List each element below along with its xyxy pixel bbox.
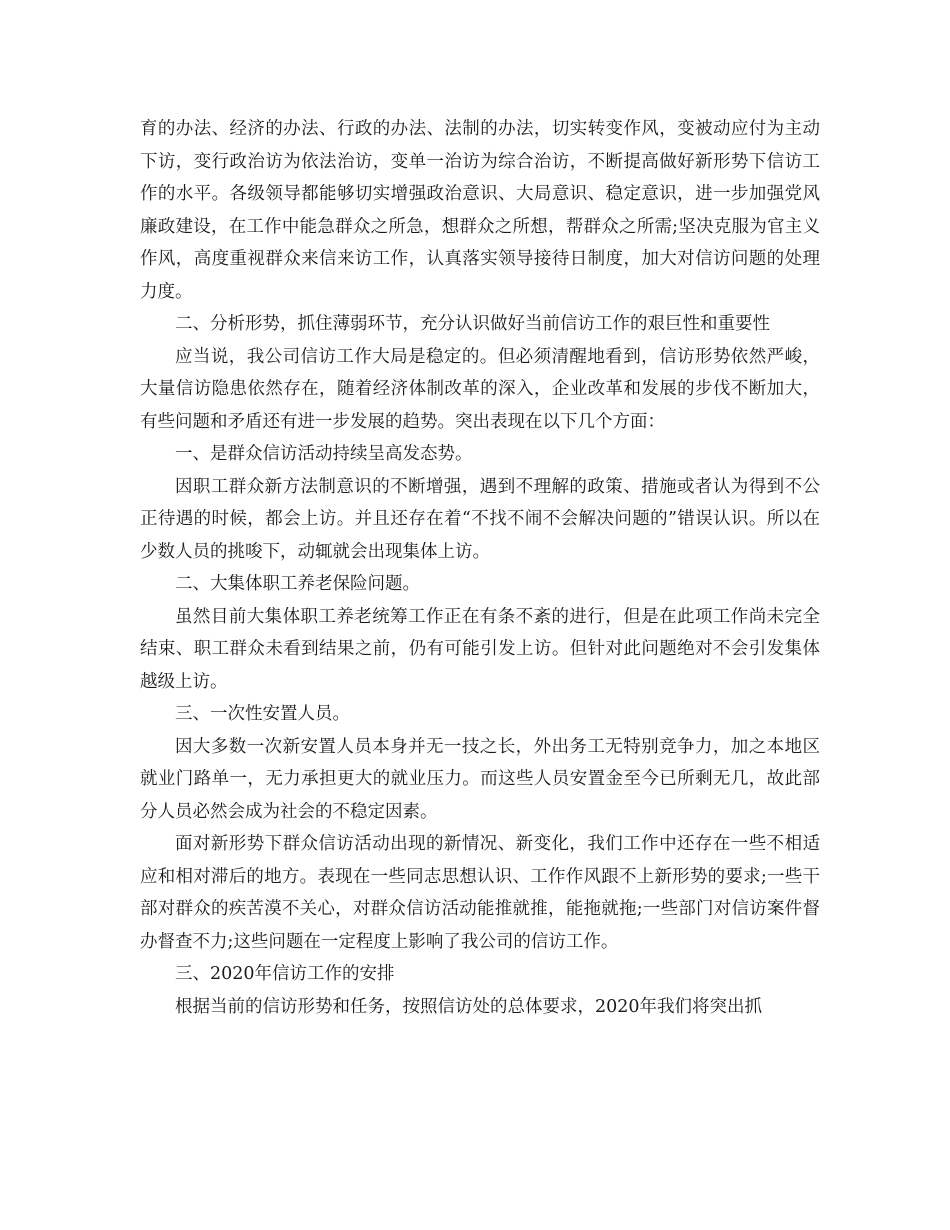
subheading: 二、大集体职工养老保险问题。 [175,574,420,594]
paragraph: 根据当前的信访形势和任务，按照信访处的总体要求，2020年我们将突出抓 [175,996,763,1017]
section-heading: 二、分析形势，抓住薄弱环节，充分认识做好当前信访工作的艰巨性和重要性 [175,314,770,334]
section-heading: 三、2020年信访工作的安排 [175,964,395,984]
paragraph: 因职工群众新方法制意识的不断增强，遇到不理解的政策、措施或者认为得到不公正待遇的时候，都会上访。并且还存在着“不找不闹不会解决问题的”错误认识。所以在少数人员的挑唆下，动辄就会出现集体上访。 [140,476,820,562]
subheading: 一、是群众信访活动持续呈高发态势。 [175,444,473,464]
paragraph: 因大多数一次新安置人员本身并无一技之长，外出务工无特别竞争力，加之本地区就业门路单一，无力承担更大的就业压力。而这些人员安置金至今已所剩无几，故此部分人员必然会成为社会的不稳定因素。 [140,736,820,822]
paragraph: 虽然目前大集体职工养老统筹工作正在有条不紊的进行，但是在此项工作尚未完全结束、职工群众未看到结果之前，仍有可能引发上访。但针对此问题绝对不会引发集体越级上访。 [140,606,820,692]
subheading: 三、一次性安置人员。 [175,704,350,724]
paragraph: 育的办法、经济的办法、行政的办法、法制的办法，切实转变作风，变被动应付为主动下访，变行政治访为依法治访，变单一治访为综合治访，不断提高做好新形势下信访工作的水平。各级领导都能够切实增强政治意识、大局意识、稳定意识，进一步加强党风廉政建设，在工作中能急群众之所急，想群众之所想，帮群众之所需;坚决克服为官主义作风，高度重视群众来信来访工作，认真落实领导接待日制度，加大对信访问题的处理力度。 [140,119,820,302]
paragraph: 应当说，我公司信访工作大局是稳定的。但必须清醒地看到，信访形势依然严峻，大量信访隐患依然存在，随着经济体制改革的深入，企业改革和发展的步伐不断加大，有些问题和矛盾还有进一步发展的趋势。突出表现在以下几个方面： [140,346,820,432]
paragraph: 面对新形势下群众信访活动出现的新情况、新变化，我们工作中还存在一些不相适应和相对滞后的地方。表现在一些同志思想认识、工作作风跟不上新形势的要求;一些干部对群众的疾苦漠不关心，对群众信访活动能推就推，能拖就拖;一些部门对信访案件督办督查不力;这些问题在一定程度上影响了我公司的信访工作。 [140,834,820,952]
document-body [140,113,820,1023]
